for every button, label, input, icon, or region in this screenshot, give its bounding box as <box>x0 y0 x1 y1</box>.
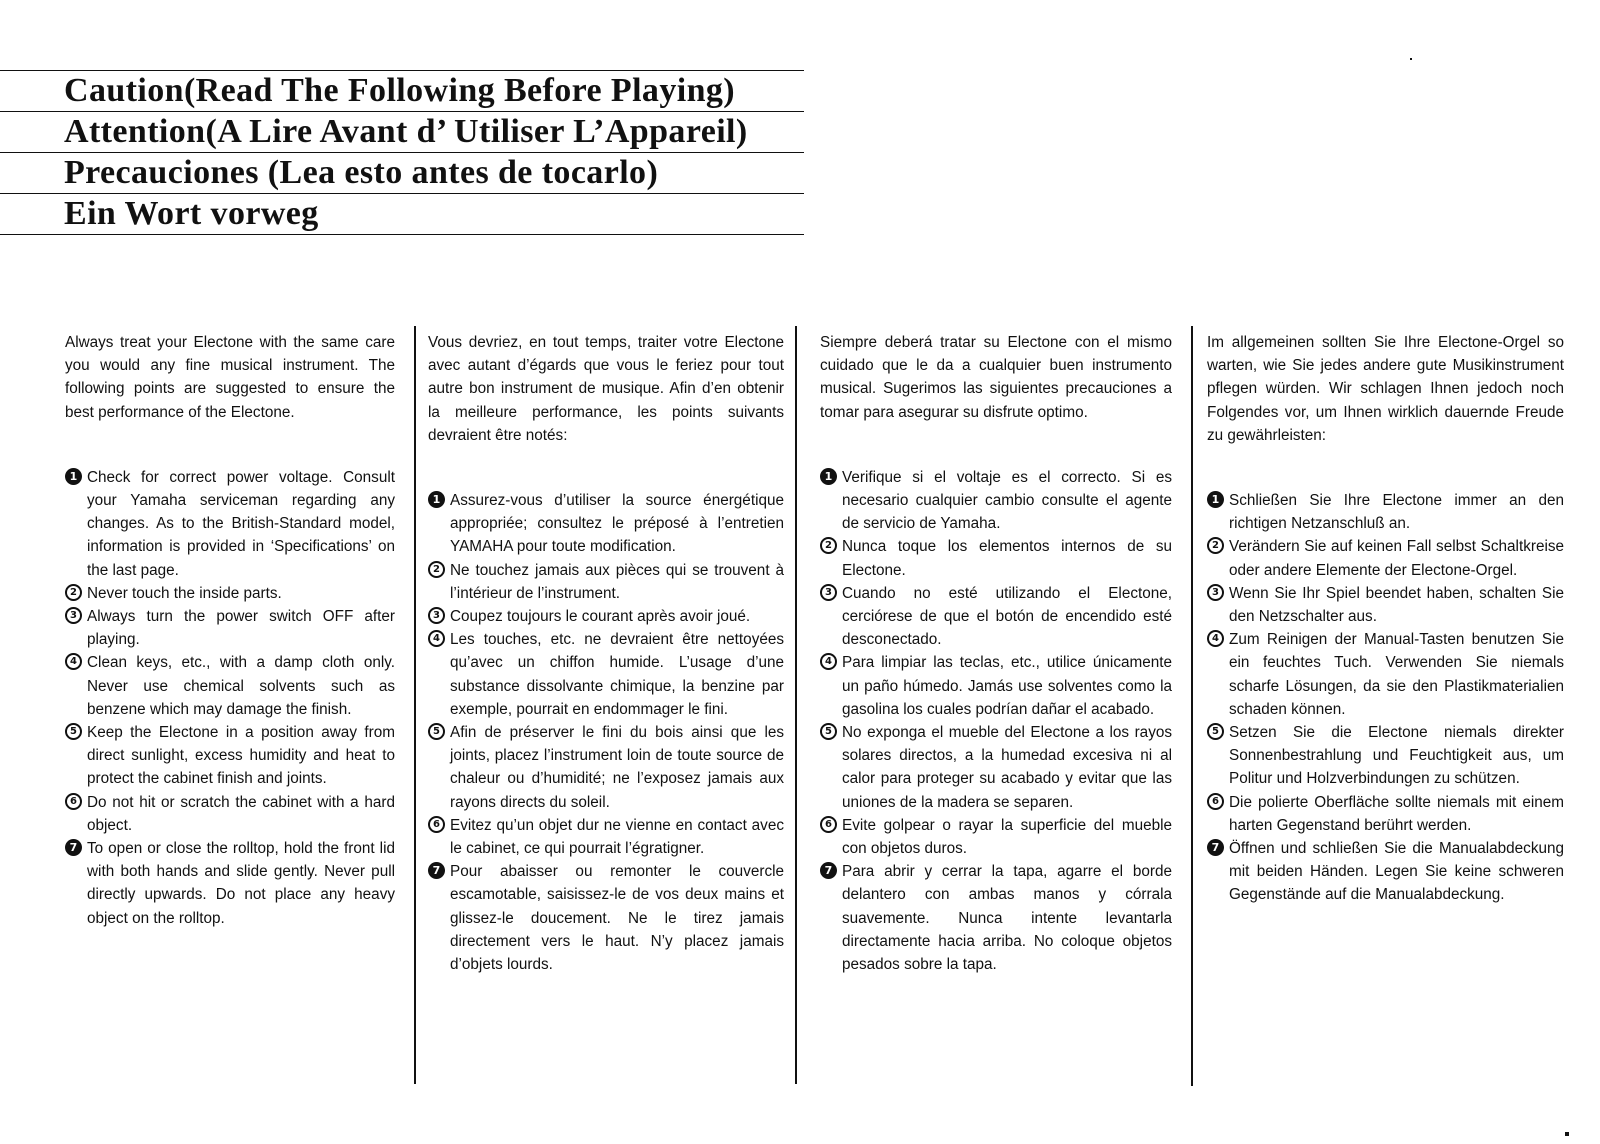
item-text: Öffnen und schließen Sie die Manualabdeckung mit beiden Händen. Legen Sie keine schweren Gegenstände auf die Manualabdeckung. <box>1229 840 1564 904</box>
list-item <box>428 721 784 814</box>
list-item <box>820 535 1172 581</box>
item-text: To open or close the rolltop, hold the front lid with both hands and slide gently. Never pull directly upwards. Do not place any heavy object on the rolltop. <box>87 840 395 927</box>
number-1-icon: 1 <box>820 468 837 485</box>
list-item <box>1207 791 1564 837</box>
number-7-icon: 7 <box>1207 839 1224 856</box>
intro-paragraph: Vous devriez, en tout temps, traiter votre Electone avec autant d’égards que vous le feriez pour tout autre bon instrument de musique. Afin d’en obtenir la meilleure performance, les points suivants devraient être notés: <box>428 334 784 444</box>
item-text: Verifique si el voltaje es el correcto. Si es necesario cualquier cambio consulte el agente de servicio de Yamaha. <box>842 468 1172 533</box>
item-text: No exponga el mueble del Electone a los rayos solares directos, a la humedad excesiva ni al calor para proteger su acabado y evitar que las uniones de la madera se separen. <box>842 724 1172 811</box>
number-2-icon: 2 <box>1207 537 1224 554</box>
list-item <box>1207 721 1564 791</box>
column-french <box>428 331 784 976</box>
number-6-icon: 6 <box>428 816 445 833</box>
item-text: Setzen Sie die Electone niemals direkter Sonnenbestrahlung und Feuchtigkeit aus, um Politur und Holzverbindungen zu schützen. <box>1229 724 1564 788</box>
list-item <box>820 651 1172 721</box>
title-block <box>0 70 804 235</box>
column-divider-2 <box>795 326 797 1084</box>
list-item <box>65 837 395 930</box>
list-item <box>1207 489 1564 535</box>
list-item <box>65 791 395 837</box>
title-english: Caution(Read The Following Before Playing) <box>0 70 804 111</box>
list-item <box>65 651 395 721</box>
list-item <box>820 466 1172 536</box>
list-item <box>1207 535 1564 581</box>
item-text: Verändern Sie auf keinen Fall selbst Schaltkreise oder andere Elemente der Electone-Orgel. <box>1229 538 1564 579</box>
item-text: Les touches, etc. ne devraient être nettoyées qu’avec un chiffon humide. L’usage d’une substance dissolvante chimique, la benzine par exemple, pourrait en endommager le fini. <box>450 631 784 718</box>
number-1-icon: 1 <box>428 491 445 508</box>
list-item <box>428 814 784 860</box>
scan-speck <box>1410 58 1412 60</box>
item-text: Ne touchez jamais aux pièces qui se trouvent à l’intérieur de l’instrument. <box>450 561 784 602</box>
number-5-icon: 5 <box>428 723 445 740</box>
item-text: Keep the Electone in a position away from direct sunlight, excess humidity and heat to protect the cabinet finish and joints. <box>87 724 395 788</box>
list-item <box>428 628 784 721</box>
number-3-icon: 3 <box>65 607 82 624</box>
item-text: Para abrir y cerrar la tapa, agarre el borde delantero con ambas manos y córrala suavemente. Nunca intente levantarla directamente hacia arriba. No coloque objetos pesados sobre la tapa. <box>842 863 1172 974</box>
column-english <box>65 331 395 930</box>
number-6-icon: 6 <box>820 816 837 833</box>
list-item <box>65 466 395 582</box>
number-2-icon: 2 <box>65 584 82 601</box>
intro-paragraph: Siempre deberá tratar su Electone con el mismo cuidado que le da a cualquier buen instrumento musical. Sugerimos las siguientes precauciones a tomar para asegurar su disfrute optimo. <box>820 334 1172 421</box>
list-item <box>65 582 395 605</box>
item-text: Pour abaisser ou remonter le couvercle escamotable, saisissez-le de vos deux mains et glissez-le doucement. Ne le tirez jamais directement vers le haut. N’y placez jamais d’objets lourds. <box>450 863 784 974</box>
number-5-icon: 5 <box>65 723 82 740</box>
item-text: Coupez toujours le courant après avoir joué. <box>450 608 751 626</box>
list-item <box>428 489 784 559</box>
number-2-icon: 2 <box>820 537 837 554</box>
column-german <box>1207 331 1564 907</box>
column-divider-3 <box>1191 326 1193 1086</box>
number-3-icon: 3 <box>820 584 837 601</box>
number-6-icon: 6 <box>65 793 82 810</box>
number-1-icon: 1 <box>65 468 82 485</box>
number-1-icon: 1 <box>1207 491 1224 508</box>
item-text: Never touch the inside parts. <box>87 584 282 602</box>
number-4-icon: 4 <box>820 653 837 670</box>
list-item <box>428 860 784 976</box>
item-text: Evitez qu’un objet dur ne vienne en contact avec le cabinet, ce qui pourrait l’égratigner. <box>450 816 784 858</box>
number-5-icon: 5 <box>820 723 837 740</box>
item-text: Evite golpear o rayar la superficie del mueble con objetos duros. <box>842 816 1172 858</box>
item-text: Para limpiar las teclas, etc., utilice únicamente un paño húmedo. Jamás use solventes como la gasolina los cuales podrían dañar el acabado. <box>842 654 1172 718</box>
item-text: Do not hit or scratch the cabinet with a hard object. <box>87 793 395 834</box>
number-7-icon: 7 <box>820 862 837 879</box>
number-5-icon: 5 <box>1207 723 1224 740</box>
number-6-icon: 6 <box>1207 793 1224 810</box>
list-item <box>1207 837 1564 907</box>
item-text: Die polierte Oberfläche sollte niemals mit einem harten Gegenstand berührt werden. <box>1229 793 1564 834</box>
title-french: Attention(A Lire Avant d’ Utiliser L’Appareil) <box>0 111 804 152</box>
item-text: Assurez-vous d’utiliser la source énergétique appropriée; consultez le préposé à l’entretien YAMAHA pour toute modification. <box>450 492 784 556</box>
column-spanish <box>820 331 1172 976</box>
item-text: Zum Reinigen der Manual-Tasten benutzen Sie ein feuchtes Tuch. Verwenden Sie niemals scharfe Lösungen, da sie den Plastikmaterialien schaden können. <box>1229 631 1564 718</box>
number-4-icon: 4 <box>1207 630 1224 647</box>
item-text: Check for correct power voltage. Consult your Yamaha serviceman regarding any changes. As to the British-Standard model, information is provided in ‘Specifications’ on the last page. <box>87 468 395 579</box>
list-item <box>428 605 784 628</box>
item-text: Nunca toque los elementos internos de su Electone. <box>842 538 1172 579</box>
number-4-icon: 4 <box>65 653 82 670</box>
item-text: Afin de préserver le fini du bois ainsi que les joints, placez l’instrument loin de toute source de chaleur ou d’humidité; ne l’exposez jamais aux rayons directs du soleil. <box>450 724 784 811</box>
number-2-icon: 2 <box>428 561 445 578</box>
list-item <box>65 721 395 791</box>
list-item <box>428 559 784 605</box>
list-item <box>1207 582 1564 628</box>
column-divider-1 <box>414 326 416 1084</box>
number-3-icon: 3 <box>1207 584 1224 601</box>
number-7-icon: 7 <box>65 839 82 856</box>
intro-paragraph: Im allgemeinen sollten Sie Ihre Electone-Orgel so warten, wie Sie jedes andere gute Musikinstrument pflegen würden. Wir schlagen Ihnen jedoch noch Folgendes vor, um Ihnen wirklich dauernde Freude zu gewährleisten: <box>1207 334 1564 444</box>
item-text: Schließen Sie Ihre Electone immer an den richtigen Netzanschluß an. <box>1229 492 1564 533</box>
intro-paragraph: Always treat your Electone with the same care you would any fine musical instrument. The following points are suggested to ensure the best performance of the Electone. <box>65 334 395 421</box>
item-text: Cuando no esté utilizando el Electone, cerciórese de que el botón de encendido esté desconectado. <box>842 584 1172 649</box>
item-text: Always turn the power switch OFF after playing. <box>87 608 395 649</box>
list-item <box>65 605 395 651</box>
number-3-icon: 3 <box>428 607 445 624</box>
title-spanish: Precauciones (Lea esto antes de tocarlo) <box>0 152 804 193</box>
number-4-icon: 4 <box>428 630 445 647</box>
title-bottom-rule <box>0 234 804 235</box>
list-item <box>1207 628 1564 721</box>
scan-speck <box>1565 1132 1569 1136</box>
item-text: Wenn Sie Ihr Spiel beendet haben, schalten Sie den Netzschalter aus. <box>1229 584 1564 626</box>
title-german: Ein Wort vorweg <box>0 193 804 234</box>
number-7-icon: 7 <box>428 862 445 879</box>
list-item <box>820 814 1172 860</box>
list-item <box>820 582 1172 652</box>
list-item <box>820 860 1172 976</box>
item-text: Clean keys, etc., with a damp cloth only. Never use chemical solvents such as benzene which may damage the finish. <box>87 654 395 718</box>
list-item <box>820 721 1172 814</box>
